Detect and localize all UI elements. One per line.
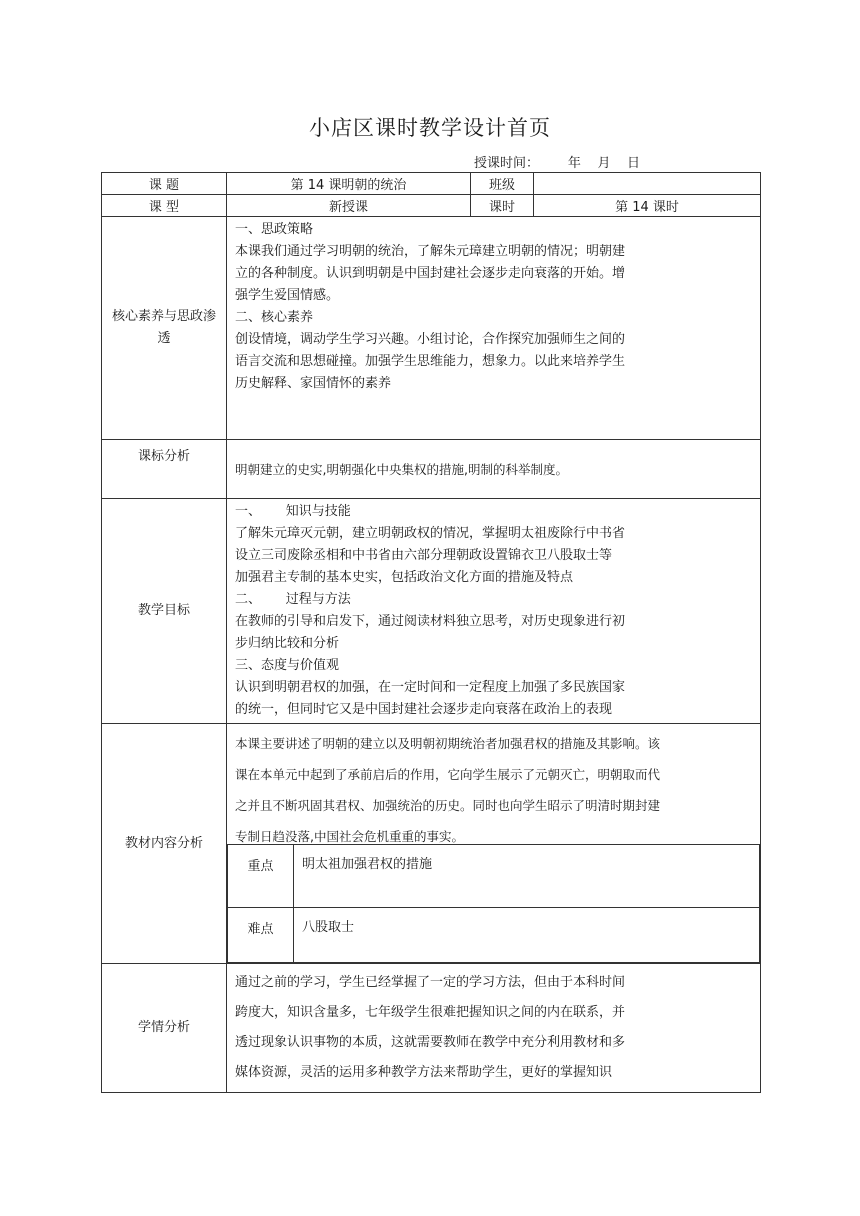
hours-label: 课时 xyxy=(471,195,534,217)
class-label: 班级 xyxy=(471,173,534,195)
literacy-line: 立的各种制度。认识到明朝是中国封建社会逐步走向衰落的开始。增 xyxy=(235,266,626,281)
objective-line: 设立三司废除丞相和中书省由六部分理朝政设置锦衣卫八股取士等 xyxy=(235,548,613,563)
literacy-line: 创设情境，调动学生学习兴趣。小组讨论，合作探究加强师生之间的 xyxy=(235,332,626,347)
hours-value: 第 14 课时 xyxy=(534,195,761,217)
table-row xyxy=(102,440,761,499)
topic-label: 课 题 xyxy=(102,173,227,195)
difficulty-label: 难点 xyxy=(228,908,294,963)
table-row xyxy=(102,217,761,440)
literacy-line: 强学生爱国情感。 xyxy=(235,288,340,303)
learner-line: 媒体资源，灵活的运用多种教学方法来帮助学生，更好的掌握知识 xyxy=(235,1065,613,1080)
table-row xyxy=(102,173,761,195)
objective-line: 的统一，但同时它又是中国封建社会逐步走向衰落在政治上的表现 xyxy=(235,702,613,717)
learner-content xyxy=(227,964,761,1093)
key-difficulty-table xyxy=(227,844,760,963)
content-line: 专制日趋没落,中国社会危机重重的事实。 xyxy=(235,829,464,844)
key-point-label: 重点 xyxy=(228,845,294,908)
content-line: 课在本单元中起到了承前启后的作用，它向学生展示了元朝灭亡，明朝取而代 xyxy=(235,767,661,782)
literacy-label: 核心素养与思政渗透 xyxy=(102,217,227,440)
objective-line: 步归纳比较和分析 xyxy=(235,636,340,651)
key-point-value: 明太祖加强君权的措施 xyxy=(294,845,760,908)
topic-value: 第 14 课明朝的统治 xyxy=(227,173,471,195)
table-row xyxy=(102,724,761,964)
literacy-line: 本课我们通过学习明朝的统治，了解朱元璋建立明朝的情况；明朝建 xyxy=(235,244,626,259)
difficulty-value: 八股取士 xyxy=(294,908,760,963)
objective-line: 二、 过程与方法 xyxy=(235,592,351,607)
learner-line: 通过之前的学习，学生已经掌握了一定的学习方法，但由于本科时间 xyxy=(235,975,626,990)
literacy-line: 一、思政策略 xyxy=(235,222,314,237)
objective-line: 在教师的引导和启发下，通过阅读材料独立思考，对历史现象进行初 xyxy=(235,614,626,629)
objective-line: 加强君主专制的基本史实，包括政治文化方面的措施及特点 xyxy=(235,570,574,585)
literacy-line: 历史解释、家国情怀的素养 xyxy=(235,376,392,391)
objective-line: 三、态度与价值观 xyxy=(235,658,340,673)
type-label: 课 型 xyxy=(102,195,227,217)
table-row xyxy=(102,964,761,1093)
objective-line: 认识到明朝君权的加强，在一定时间和一定程度上加强了多民族国家 xyxy=(235,680,626,695)
objective-line: 一、 知识与技能 xyxy=(235,504,351,519)
page-title: 小店区课时教学设计首页 xyxy=(309,116,551,140)
literacy-content xyxy=(227,217,761,440)
type-value: 新授课 xyxy=(227,195,471,217)
objective-line: 了解朱元璋灭元朝，建立明朝政权的情况，掌握明太祖废除行中书省 xyxy=(235,526,626,541)
content-line: 本课主要讲述了明朝的建立以及明朝初期统治者加强君权的措施及其影响。该 xyxy=(235,736,661,751)
lesson-design-table xyxy=(101,172,761,1093)
content-line: 之并且不断巩固其君权、加强统治的历史。同时也向学生昭示了明清时期封建 xyxy=(235,798,661,813)
table-row xyxy=(228,845,760,908)
literacy-line: 二、核心素养 xyxy=(235,310,314,325)
content-analysis-text xyxy=(227,724,760,844)
standard-content: 明朝建立的史实,明朝强化中央集权的措施,明制的科举制度。 xyxy=(227,440,761,499)
learner-line: 透过现象认识事物的本质，这就需要教师在教学中充分利用教材和多 xyxy=(235,1035,626,1050)
learner-line: 跨度大，知识含量多，七年级学生很难把握知识之间的内在联系，并 xyxy=(235,1005,626,1020)
class-value xyxy=(534,173,761,195)
table-row xyxy=(102,195,761,217)
teaching-date-line: 授课时间： 年 月 日 xyxy=(474,156,640,171)
table-row xyxy=(228,908,760,963)
content-analysis-cell xyxy=(227,724,761,964)
objectives-label: 教学目标 xyxy=(102,499,227,724)
standard-label: 课标分析 xyxy=(102,440,227,499)
objectives-content xyxy=(227,499,761,724)
table-row xyxy=(102,499,761,724)
literacy-line: 语言交流和思想碰撞。加强学生思维能力，想象力。以此来培养学生 xyxy=(235,354,626,369)
content-analysis-label: 教材内容分析 xyxy=(102,724,227,964)
learner-label: 学情分析 xyxy=(102,964,227,1093)
